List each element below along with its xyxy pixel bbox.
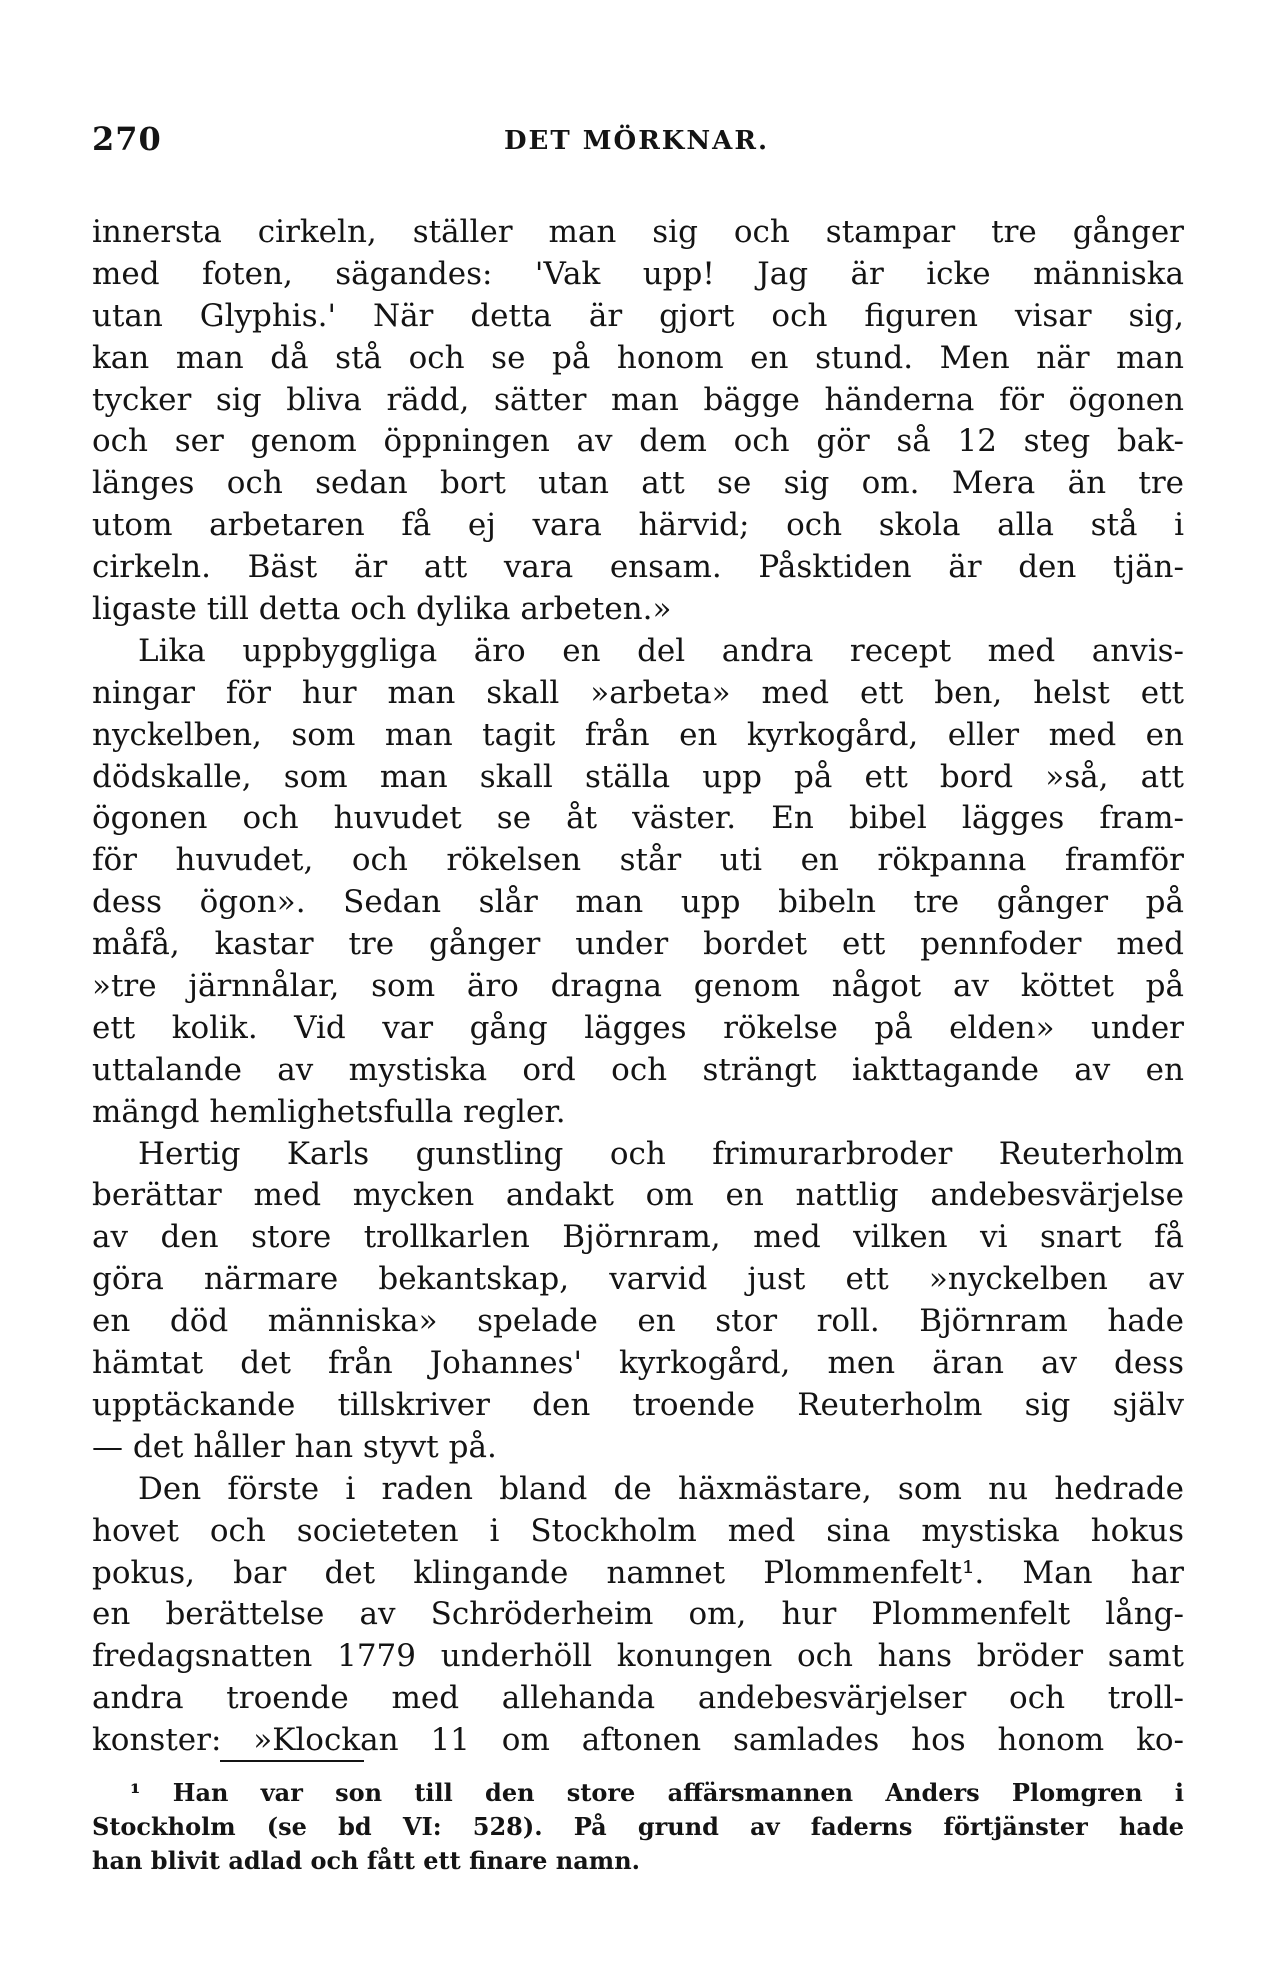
body-line: ligaste till detta och dylika arbeten.» bbox=[92, 591, 672, 628]
body-line: mängd hemlighetsfulla regler. bbox=[92, 1093, 566, 1130]
body-line: hämtat det från Johannes' kyrkogård, men äran av dess bbox=[92, 1345, 1184, 1382]
footnote-line: ¹ Han var son till den store affärsmannen Anders Plomgren i bbox=[130, 1778, 1184, 1807]
body-line: ett kolik. Vid var gång lägges rökelse på elden» under bbox=[92, 1009, 1184, 1046]
footnote-line: han blivit adlad och fått ett finare namn. bbox=[92, 1846, 641, 1875]
body-line: Lika uppbyggliga äro en del andra recept med anvis- bbox=[138, 632, 1184, 669]
body-line: för huvudet, och rökelsen står uti en rökpanna framför bbox=[92, 842, 1184, 879]
footnote-divider bbox=[220, 1760, 364, 1762]
running-title: DET MÖRKNAR. bbox=[504, 126, 769, 156]
running-head bbox=[92, 120, 1184, 170]
body-line: »tre järnnålar, som äro dragna genom något av köttet på bbox=[92, 968, 1184, 1005]
body-line: fredagsnatten 1779 underhöll konungen och hans bröder samt bbox=[92, 1638, 1184, 1675]
body-line: göra närmare bekantskap, varvid just ett »nyckelben av bbox=[92, 1261, 1184, 1298]
body-line: cirkeln. Bäst är att vara ensam. Påsktiden är den tjän- bbox=[92, 549, 1184, 586]
body-line: ningar för hur man skall »arbeta» med ett ben, helst ett bbox=[92, 674, 1184, 711]
body-line: måfå, kastar tre gånger under bordet ett pennfoder med bbox=[92, 926, 1184, 963]
body-line: uttalande av mystiska ord och strängt iakttagande av en bbox=[92, 1051, 1184, 1088]
body-line: berättar med mycken andakt om en nattlig andebesvärjelse bbox=[92, 1177, 1184, 1214]
body-line: länges och sedan bort utan att se sig om. Mera än tre bbox=[92, 465, 1184, 502]
body-line: dödskalle, som man skall ställa upp på ett bord »så, att bbox=[92, 758, 1184, 795]
footnotes bbox=[92, 1776, 1184, 1878]
body-line: konster: »Klockan 11 om aftonen samlades hos honom ko- bbox=[92, 1722, 1184, 1759]
body-line: — det håller han styvt på. bbox=[92, 1428, 497, 1465]
body-line: tycker sig bliva rädd, sätter man bägge händerna för ögonen bbox=[92, 381, 1184, 418]
body-line: hovet och societeten i Stockholm med sina mystiska hokus bbox=[92, 1512, 1184, 1549]
body-line: utom arbetaren få ej vara härvid; och skola alla stå i bbox=[92, 507, 1184, 544]
body-line: Hertig Karls gunstling och frimurarbroder Reuterholm bbox=[138, 1135, 1184, 1172]
body-line: ögonen och huvudet se åt väster. En bibel lägges fram- bbox=[92, 800, 1184, 837]
body-line: upptäckande tillskriver den troende Reuterholm sig själv bbox=[92, 1386, 1184, 1423]
body-line: dess ögon». Sedan slår man upp bibeln tre gånger på bbox=[92, 884, 1184, 921]
body-line: andra troende med allehanda andebesvärjelser och troll- bbox=[92, 1680, 1184, 1717]
body-text bbox=[92, 212, 1184, 1762]
footnote-line: Stockholm (se bd VI: 528). På grund av faderns förtjänster hade bbox=[92, 1812, 1184, 1841]
body-line: av den store trollkarlen Björnram, med vilken vi snart få bbox=[92, 1219, 1184, 1256]
page-number: 270 bbox=[92, 120, 162, 158]
body-line: kan man då stå och se på honom en stund. Men när man bbox=[92, 339, 1184, 376]
body-line: en berättelse av Schröderheim om, hur Plommenfelt lång- bbox=[92, 1596, 1184, 1633]
body-line: pokus, bar det klingande namnet Plommenfelt¹. Man har bbox=[92, 1554, 1184, 1591]
body-line: och ser genom öppningen av dem och gör så 12 steg bak- bbox=[92, 423, 1184, 460]
body-line: en död människa» spelade en stor roll. Björnram hade bbox=[92, 1303, 1184, 1340]
body-line: nyckelben, som man tagit från en kyrkogård, eller med en bbox=[92, 716, 1184, 753]
body-line: innersta cirkeln, ställer man sig och stampar tre gånger bbox=[92, 214, 1184, 250]
body-line: med foten, sägandes: 'Vak upp! Jag är icke människa bbox=[92, 255, 1184, 292]
body-line: Den förste i raden bland de häxmästare, som nu hedrade bbox=[138, 1470, 1184, 1507]
body-line: utan Glyphis.' När detta är gjort och figuren visar sig, bbox=[92, 297, 1184, 334]
